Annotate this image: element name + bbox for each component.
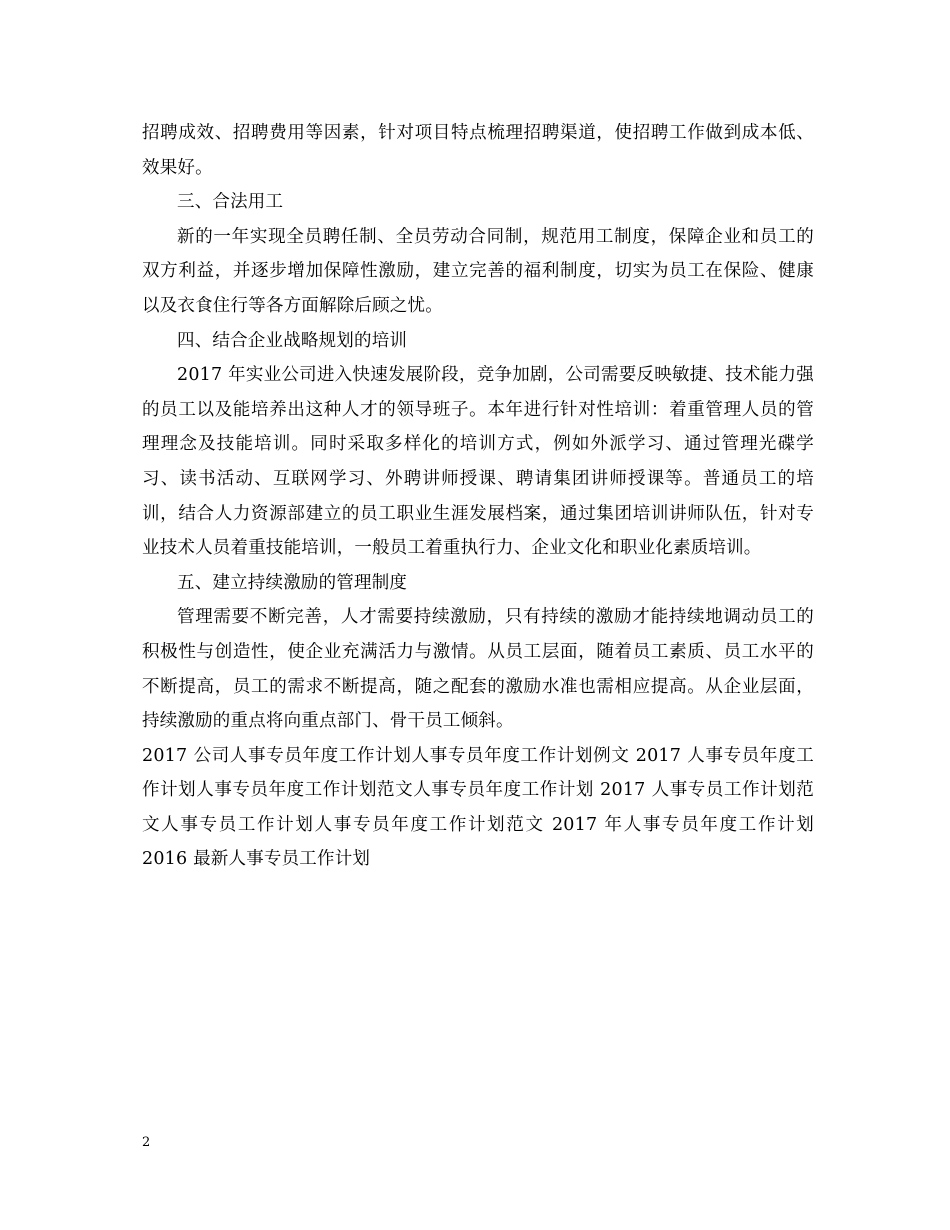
paragraph-recruitment-end: 招聘成效、招聘费用等因素，针对项目特点梳理招聘渠道，使招聘工作做到成本低、效果好。: [142, 123, 814, 178]
paragraph-incentives: 管理需要不断完善，人才需要持续激励，只有持续的激励才能持续地调动员工的积极性与创造性，使企业充满活力与激情。从员工层面，随着员工素质、员工水平的不断提高，员工的需求不断提高，随之配套的激励水准也需相应提高。从企业层面，持续激励的重点将向重点部门、骨干员工倾斜。: [142, 607, 814, 732]
section-heading-training: 四、结合企业战略规划的培训: [177, 330, 408, 351]
document-body: [142, 116, 814, 877]
page-number: 2: [142, 1135, 151, 1150]
paragraph-training: 2017 年实业公司进入快速发展阶段，竞争加剧，公司需要反映敏捷、技术能力强的员工以及能培养出这种人才的领导班子。本年进行针对性培训：着重管理人员的管理理念及技能培训。同时采取多样化的培训方式，例如外派学习、通过管理光碟学习、读书活动、互联网学习、外聘讲师授课、聘请集团讲师授课等。普通员工的培训，结合人力资源部建立的员工职业生涯发展档案，通过集团培训讲师队伍，针对专业技术人员着重技能培训，一般员工着重执行力、企业文化和职业化素质培训。: [142, 365, 814, 559]
section-heading-incentives: 五、建立持续激励的管理制度: [177, 572, 408, 593]
section-heading-legal-employment: 三、合法用工: [177, 192, 284, 213]
paragraph-keywords: 2017 公司人事专员年度工作计划人事专员年度工作计划例文 2017 人事专员年度工作计划人事专员年度工作计划范文人事专员年度工作计划 2017 人事专员工作计划范文人事专员工作计划人事专员年度工作计划范文 2017 年人事专员年度工作计划 2016 最新人事专员工作计划: [142, 745, 814, 870]
paragraph-legal-employment: 新的一年实现全员聘任制、全员劳动合同制，规范用工制度，保障企业和员工的双方利益，并逐步增加保障性激励，建立完善的福利制度，切实为员工在保险、健康以及衣食住行等各方面解除后顾之忧。: [142, 226, 814, 316]
